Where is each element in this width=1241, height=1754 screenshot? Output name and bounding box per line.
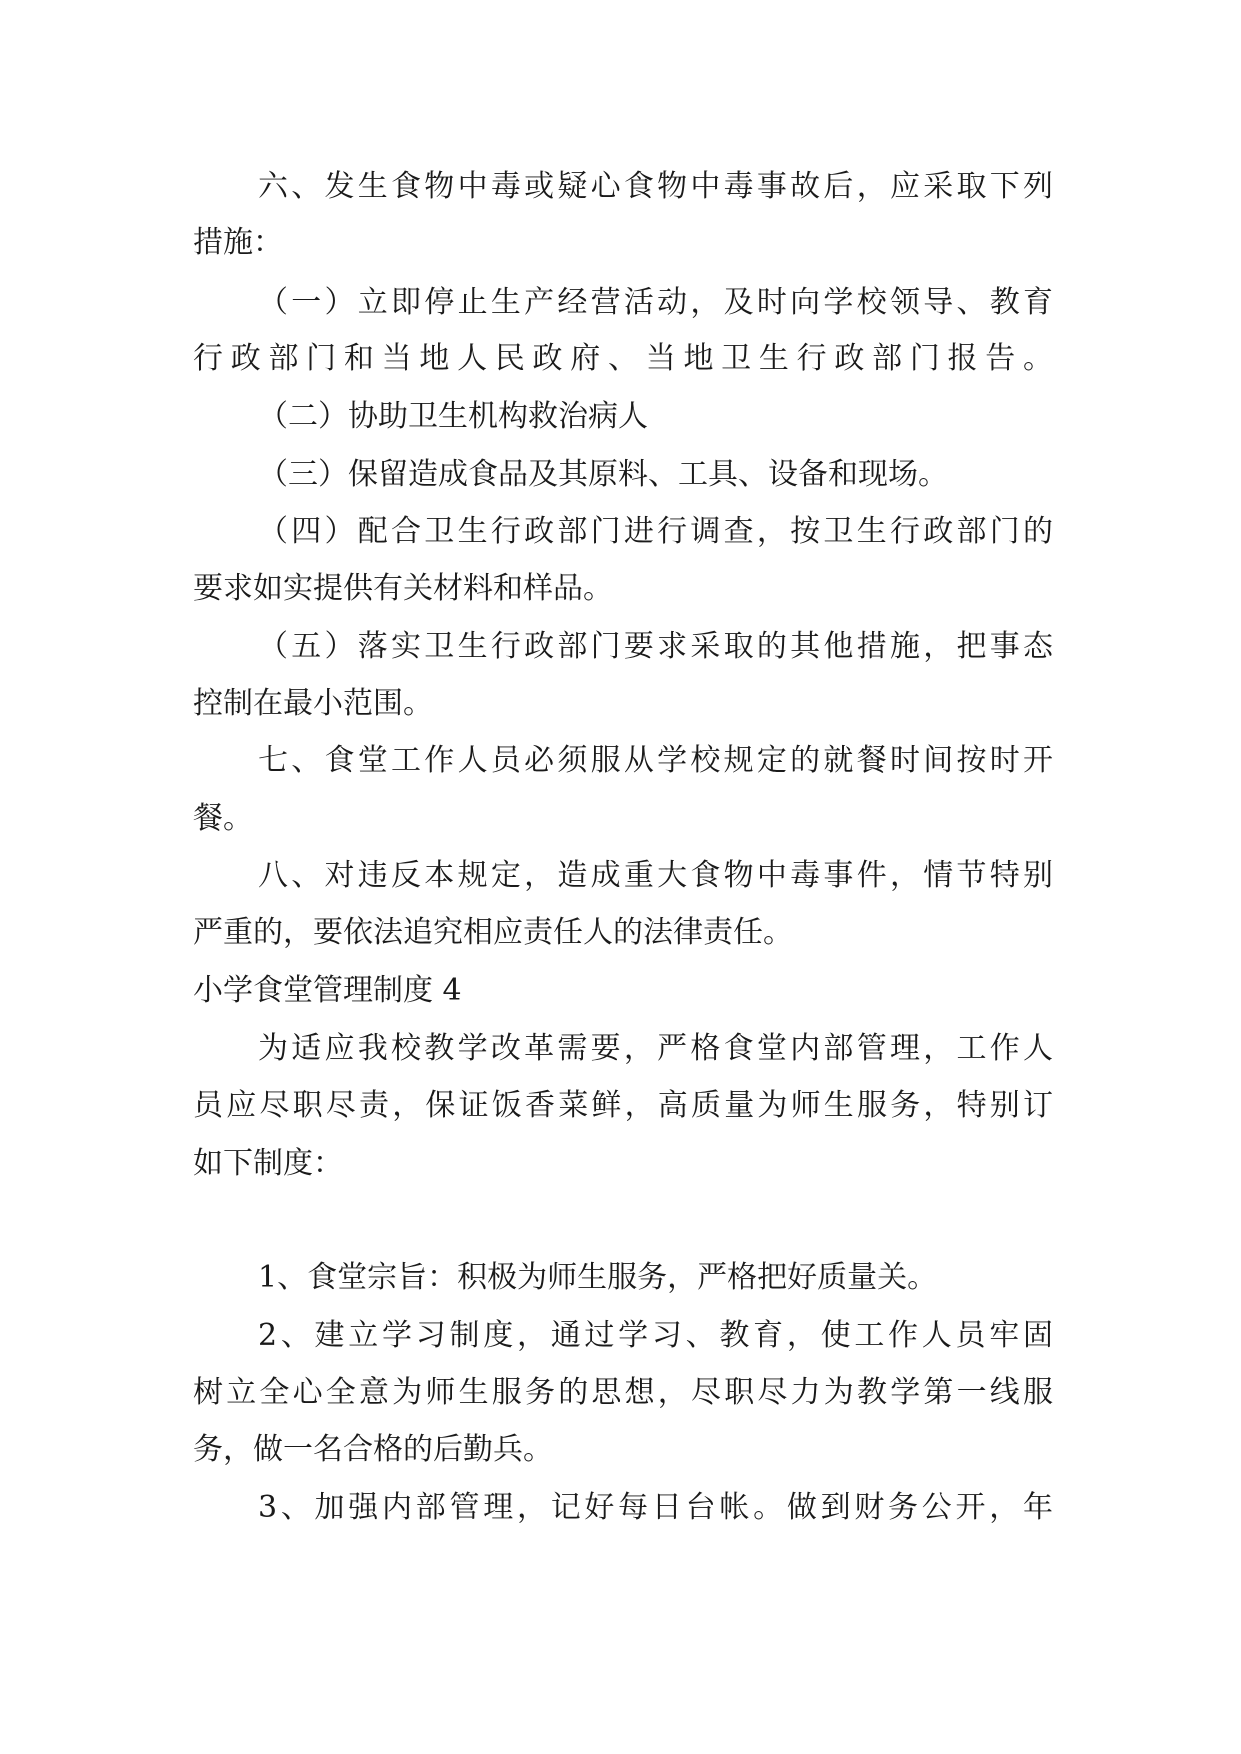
paragraph-line: （五）落实卫生行政部门要求采取的其他措施，把事态 — [258, 629, 1053, 664]
paragraph-line: 务，做一名合格的后勤兵。 — [193, 1432, 553, 1467]
paragraph-line: 餐。 — [193, 801, 253, 836]
paragraph-line: 如下制度： — [193, 1146, 343, 1181]
paragraph-line: 八、对违反本规定，造成重大食物中毒事件，情节特别 — [258, 858, 1053, 893]
paragraph-line: 严重的，要依法追究相应责任人的法律责任。 — [193, 915, 793, 950]
paragraph-line: 行政部门和当地人民政府、当地卫生行政部门报告。 — [193, 341, 1053, 376]
paragraph-line: 措施： — [193, 225, 283, 260]
paragraph-line: （二）协助卫生机构救治病人 — [258, 399, 648, 434]
paragraph-line: 控制在最小范围。 — [193, 686, 433, 721]
paragraph-line: 树立全心全意为师生服务的思想，尽职尽力为教学第一线服 — [193, 1375, 1053, 1410]
paragraph-line: 要求如实提供有关材料和样品。 — [193, 571, 613, 606]
section-heading: 小学食堂管理制度 4 — [193, 973, 462, 1008]
paragraph-line: （一）立即停止生产经营活动，及时向学校领导、教育 — [258, 285, 1053, 320]
paragraph-line: 2、建立学习制度，通过学习、教育，使工作人员牢固 — [258, 1318, 1053, 1353]
paragraph-line: （三）保留造成食品及其原料、工具、设备和现场。 — [258, 457, 948, 492]
paragraph-line: 六、发生食物中毒或疑心食物中毒事故后，应采取下列 — [258, 169, 1053, 204]
paragraph-line: 3、加强内部管理，记好每日台帐。做到财务公开，年 — [258, 1490, 1053, 1525]
paragraph-line: 为适应我校教学改革需要，严格食堂内部管理，工作人 — [258, 1031, 1053, 1066]
paragraph-line: 1、食堂宗旨：积极为师生服务，严格把好质量关。 — [258, 1260, 938, 1295]
paragraph-line: 七、食堂工作人员必须服从学校规定的就餐时间按时开 — [258, 743, 1053, 778]
paragraph-line: （四）配合卫生行政部门进行调查，按卫生行政部门的 — [258, 514, 1053, 549]
paragraph-line: 员应尽职尽责，保证饭香菜鲜，高质量为师生服务，特别订 — [193, 1088, 1053, 1123]
